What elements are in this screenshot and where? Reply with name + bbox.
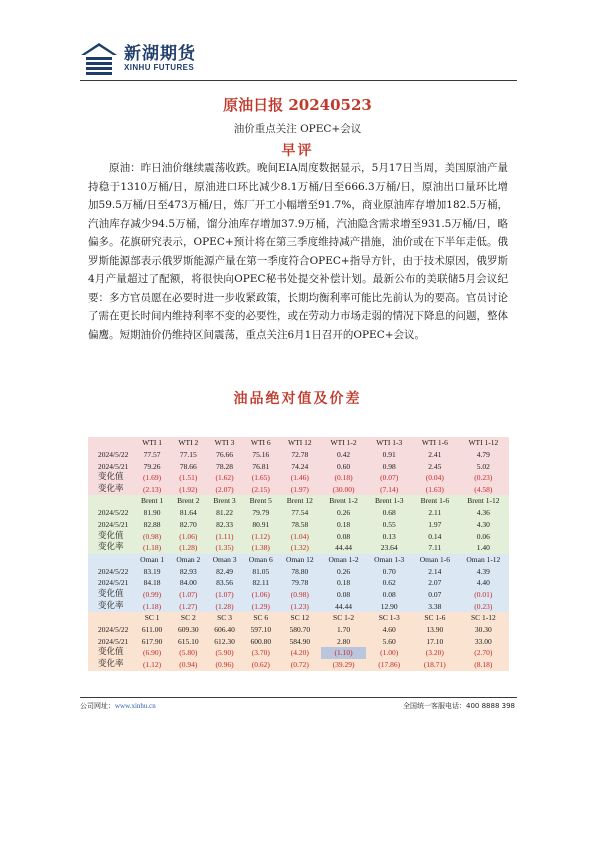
table-cell: (1.32) bbox=[279, 542, 321, 554]
table-cell: 2.14 bbox=[412, 566, 458, 578]
commentary-paragraph: 原油：昨日油价继续震荡收跌。晚间EIA周度数据显示，5月17日当周，美国原油产量持稳于1310万桶/日，原油进口环比减少8.1万桶/日至666.3万桶/日，原油出口量环比增加59.5万桶/日至473万桶/日，炼厂开工小幅增至91.7%，商业原油库存增加182.5万桶，汽油库存减少94.5万桶，馏分油库存增加37.9万桶，汽油隐含需求增至931.5万桶/日，略偏多。花旗研究表示，OPEC+预计将在第三季度维持减产措施，油价或在下半年走低。俄罗斯能源部表示俄罗斯能源产量在第一季度符合OPEC+指导方针，由于技术原因，俄罗斯4月产量超过了配额，将很快向OPEC秘书处提交补偿计划。最新公布的美联储5月会议纪要：多方官员愿在必要时进一步收紧政策，长期均衡利率可能比先前认为的要高。官员讨论了需在更长时间内维持利率不变的必要性，或在劳动力市场走弱的情况下降息的问题，整体偏鹰。短期油价仍维持区间震荡，重点关注6月1日召开的OPEC+会议。 bbox=[88, 162, 508, 341]
table-cell: 81.90 bbox=[134, 507, 170, 519]
table-cell: 0.14 bbox=[412, 531, 458, 543]
table-cell: 82.88 bbox=[134, 519, 170, 531]
row-label: 2024/5/22 bbox=[88, 507, 134, 519]
table-cell: (1.35) bbox=[206, 542, 242, 554]
table-cell: 82.49 bbox=[206, 566, 242, 578]
row-label: 变化率 bbox=[88, 601, 134, 613]
table-cell: 81.05 bbox=[243, 566, 279, 578]
column-header: SC 12 bbox=[279, 612, 321, 624]
company-logo bbox=[80, 42, 196, 76]
table-cell: 0.13 bbox=[366, 531, 412, 543]
column-header: SC 6 bbox=[243, 612, 279, 624]
table-row bbox=[88, 589, 509, 601]
row-label: 2024/5/21 bbox=[88, 461, 134, 473]
table-cell: (5.80) bbox=[170, 647, 206, 659]
table-row bbox=[88, 636, 509, 648]
table-cell: (1.63) bbox=[412, 484, 458, 496]
table-cell: 4.36 bbox=[458, 507, 509, 519]
table-cell: (2.07) bbox=[206, 484, 242, 496]
row-label: 变化值 bbox=[88, 647, 134, 659]
column-header: SC 2 bbox=[170, 612, 206, 624]
table-cell: (30.00) bbox=[321, 484, 367, 496]
table-cell: (1.11) bbox=[206, 531, 242, 543]
table-row bbox=[88, 507, 509, 519]
column-header: Brent 5 bbox=[243, 495, 279, 507]
table-cell: 584.90 bbox=[279, 636, 321, 648]
table-cell: (39.29) bbox=[321, 659, 367, 671]
table-cell: (0.72) bbox=[279, 659, 321, 671]
table-cell: (0.04) bbox=[412, 472, 458, 484]
table-cell: 0.18 bbox=[321, 519, 367, 531]
table-cell: 77.54 bbox=[279, 507, 321, 519]
brand-name-cn: 新湖期货 bbox=[124, 44, 196, 64]
row-label: 2024/5/21 bbox=[88, 519, 134, 531]
column-header: SC 1-6 bbox=[412, 612, 458, 624]
table-cell: 0.06 bbox=[458, 531, 509, 543]
table-cell: (1.65) bbox=[243, 472, 279, 484]
table-cell: (1.28) bbox=[170, 542, 206, 554]
table-cell: 0.91 bbox=[366, 449, 412, 461]
column-header: WTI 1-3 bbox=[366, 437, 412, 449]
table-cell: (4.20) bbox=[279, 647, 321, 659]
table-cell: 23.64 bbox=[366, 542, 412, 554]
table-cell: (0.62) bbox=[243, 659, 279, 671]
table-header-row bbox=[88, 495, 509, 507]
table-cell: 77.15 bbox=[170, 449, 206, 461]
table-cell: (0.98) bbox=[279, 589, 321, 601]
table-cell: 44.44 bbox=[321, 542, 367, 554]
row-label: 2024/5/21 bbox=[88, 577, 134, 589]
table-cell: (1.23) bbox=[279, 601, 321, 613]
table-row bbox=[88, 647, 509, 659]
row-label: 2024/5/22 bbox=[88, 566, 134, 578]
table-cell: (1.10) bbox=[321, 647, 367, 659]
table-cell: 78.80 bbox=[279, 566, 321, 578]
table-cell: 78.66 bbox=[170, 461, 206, 473]
table-cell: (1.06) bbox=[170, 531, 206, 543]
row-label: 2024/5/22 bbox=[88, 624, 134, 636]
table-cell: 13.90 bbox=[412, 624, 458, 636]
column-header: Brent 1-12 bbox=[458, 495, 509, 507]
table-cell: 33.00 bbox=[458, 636, 509, 648]
row-label: 变化率 bbox=[88, 542, 134, 554]
table-cell: (4.58) bbox=[458, 484, 509, 496]
table-cell: 1.70 bbox=[321, 624, 367, 636]
column-header: Brent 2 bbox=[170, 495, 206, 507]
table-cell: 84.00 bbox=[170, 577, 206, 589]
table-cell: 30.30 bbox=[458, 624, 509, 636]
website-link[interactable]: www.xinhu.cn bbox=[115, 702, 156, 710]
column-header: SC 1-3 bbox=[366, 612, 412, 624]
table-cell: (1.69) bbox=[134, 472, 170, 484]
table-cell: (1.62) bbox=[206, 472, 242, 484]
table-cell: (17.86) bbox=[366, 659, 412, 671]
column-header: WTI 1-2 bbox=[321, 437, 367, 449]
prices-heading: 油品绝对值及价差 bbox=[233, 391, 362, 407]
column-header: Oman 2 bbox=[170, 554, 206, 566]
table-cell: 79.26 bbox=[134, 461, 170, 473]
table-cell: 612.30 bbox=[206, 636, 242, 648]
table-cell: 0.08 bbox=[321, 589, 367, 601]
column-header: Brent 3 bbox=[206, 495, 242, 507]
table-cell: (0.07) bbox=[366, 472, 412, 484]
table-cell: 0.98 bbox=[366, 461, 412, 473]
table-cell: (1.29) bbox=[243, 601, 279, 613]
table-cell: 2.80 bbox=[321, 636, 367, 648]
table-cell: (1.18) bbox=[134, 601, 170, 613]
table-cell: 5.60 bbox=[366, 636, 412, 648]
table-cell: 83.19 bbox=[134, 566, 170, 578]
oil-price-table-body bbox=[88, 437, 509, 671]
table-cell: 606.40 bbox=[206, 624, 242, 636]
table-cell: (1.51) bbox=[170, 472, 206, 484]
column-header: WTI 12 bbox=[279, 437, 321, 449]
table-cell: 72.78 bbox=[279, 449, 321, 461]
table-cell: 0.68 bbox=[366, 507, 412, 519]
table-cell: 4.60 bbox=[366, 624, 412, 636]
table-cell: 0.18 bbox=[321, 577, 367, 589]
table-cell: 4.39 bbox=[458, 566, 509, 578]
column-header: Oman 1-6 bbox=[412, 554, 458, 566]
table-cell: 84.18 bbox=[134, 577, 170, 589]
table-cell: (2.70) bbox=[458, 647, 509, 659]
column-header: SC 1 bbox=[134, 612, 170, 624]
oil-price-table-container bbox=[88, 437, 509, 671]
table-cell: 617.90 bbox=[134, 636, 170, 648]
table-cell: 75.16 bbox=[243, 449, 279, 461]
table-row bbox=[88, 566, 509, 578]
table-cell: (1.18) bbox=[134, 542, 170, 554]
column-header: Oman 1-2 bbox=[321, 554, 367, 566]
table-cell: 0.26 bbox=[321, 507, 367, 519]
header-blank-cell bbox=[88, 437, 134, 449]
table-cell: 79.79 bbox=[243, 507, 279, 519]
table-cell: 4.40 bbox=[458, 577, 509, 589]
table-cell: 3.38 bbox=[412, 601, 458, 613]
column-header: Oman 12 bbox=[279, 554, 321, 566]
column-header: Brent 1-2 bbox=[321, 495, 367, 507]
table-cell: (0.98) bbox=[134, 531, 170, 543]
table-cell: (0.01) bbox=[458, 589, 509, 601]
column-header: WTI 6 bbox=[243, 437, 279, 449]
table-cell: (1.07) bbox=[170, 589, 206, 601]
column-header: Brent 12 bbox=[279, 495, 321, 507]
table-cell: 611.00 bbox=[134, 624, 170, 636]
table-cell: 76.81 bbox=[243, 461, 279, 473]
table-cell: 4.79 bbox=[458, 449, 509, 461]
table-row bbox=[88, 484, 509, 496]
column-header: Oman 1-3 bbox=[366, 554, 412, 566]
table-cell: 76.66 bbox=[206, 449, 242, 461]
table-cell: (7.14) bbox=[366, 484, 412, 496]
table-cell: (3.70) bbox=[243, 647, 279, 659]
column-header: Oman 1 bbox=[134, 554, 170, 566]
table-cell: (1.00) bbox=[366, 647, 412, 659]
table-cell: 2.41 bbox=[412, 449, 458, 461]
table-row bbox=[88, 519, 509, 531]
table-cell: (1.92) bbox=[170, 484, 206, 496]
table-cell: 0.55 bbox=[366, 519, 412, 531]
table-cell: 2.07 bbox=[412, 577, 458, 589]
commentary-heading: 早评 bbox=[281, 143, 314, 159]
column-header: SC 1-2 bbox=[321, 612, 367, 624]
table-cell: 0.07 bbox=[412, 589, 458, 601]
table-row bbox=[88, 531, 509, 543]
table-cell: (0.96) bbox=[206, 659, 242, 671]
header-blank-cell bbox=[88, 495, 134, 507]
table-row bbox=[88, 624, 509, 636]
table-header-row bbox=[88, 554, 509, 566]
table-cell: (1.38) bbox=[243, 542, 279, 554]
column-header: Oman 3 bbox=[206, 554, 242, 566]
xinhu-logo-icon bbox=[80, 42, 118, 76]
table-cell: 5.02 bbox=[458, 461, 509, 473]
website-label: 公司网址： bbox=[80, 702, 115, 710]
brand-name-en: XINHU FUTURES bbox=[124, 63, 195, 72]
footer-hotline: 全国统一客服电话：400 8888 398 bbox=[403, 702, 515, 710]
table-row bbox=[88, 577, 509, 589]
table-cell: (1.07) bbox=[206, 589, 242, 601]
column-header: WTI 1-12 bbox=[458, 437, 509, 449]
column-header: SC 1-12 bbox=[458, 612, 509, 624]
table-cell: 0.60 bbox=[321, 461, 367, 473]
column-header: SC 3 bbox=[206, 612, 242, 624]
table-cell: 12.90 bbox=[366, 601, 412, 613]
row-label: 2024/5/22 bbox=[88, 449, 134, 461]
table-cell: (0.94) bbox=[170, 659, 206, 671]
column-header: Brent 1-6 bbox=[412, 495, 458, 507]
table-row bbox=[88, 449, 509, 461]
table-cell: (5.90) bbox=[206, 647, 242, 659]
column-header: WTI 2 bbox=[170, 437, 206, 449]
table-cell: 82.70 bbox=[170, 519, 206, 531]
table-cell: 4.30 bbox=[458, 519, 509, 531]
table-cell: (1.46) bbox=[279, 472, 321, 484]
table-row bbox=[88, 659, 509, 671]
report-title: 原油日报 20240523 bbox=[223, 96, 372, 114]
table-cell: (0.23) bbox=[458, 601, 509, 613]
table-cell: 81.64 bbox=[170, 507, 206, 519]
row-label: 变化值 bbox=[88, 589, 134, 601]
table-cell: 79.78 bbox=[279, 577, 321, 589]
footer-divider bbox=[80, 697, 517, 698]
row-label: 变化率 bbox=[88, 484, 134, 496]
table-cell: (0.99) bbox=[134, 589, 170, 601]
table-cell: (0.23) bbox=[458, 472, 509, 484]
table-cell: 7.11 bbox=[412, 542, 458, 554]
row-label: 变化值 bbox=[88, 472, 134, 484]
table-cell: (1.06) bbox=[243, 589, 279, 601]
report-subtitle: 油价重点关注 OPEC+会议 bbox=[233, 123, 362, 135]
table-cell: 597.10 bbox=[243, 624, 279, 636]
table-header-row bbox=[88, 612, 509, 624]
table-cell: 83.56 bbox=[206, 577, 242, 589]
table-cell: 81.22 bbox=[206, 507, 242, 519]
row-label: 变化率 bbox=[88, 659, 134, 671]
table-cell: 44.44 bbox=[321, 601, 367, 613]
header-divider bbox=[80, 80, 517, 81]
table-cell: 78.28 bbox=[206, 461, 242, 473]
column-header: WTI 1-6 bbox=[412, 437, 458, 449]
table-cell: 82.93 bbox=[170, 566, 206, 578]
table-cell: 0.62 bbox=[366, 577, 412, 589]
logo-text bbox=[124, 45, 196, 73]
column-header: Oman 6 bbox=[243, 554, 279, 566]
table-cell: 0.70 bbox=[366, 566, 412, 578]
row-label: 2024/5/21 bbox=[88, 636, 134, 648]
table-row bbox=[88, 601, 509, 613]
table-cell: 0.08 bbox=[366, 589, 412, 601]
table-cell: 600.80 bbox=[243, 636, 279, 648]
table-cell: (1.04) bbox=[279, 531, 321, 543]
table-cell: 580.70 bbox=[279, 624, 321, 636]
table-cell: 0.42 bbox=[321, 449, 367, 461]
oil-price-table bbox=[88, 437, 509, 671]
table-cell: (18.71) bbox=[412, 659, 458, 671]
table-cell: (1.28) bbox=[206, 601, 242, 613]
table-cell: (2.15) bbox=[243, 484, 279, 496]
table-cell: (3.20) bbox=[412, 647, 458, 659]
table-cell: 615.10 bbox=[170, 636, 206, 648]
table-cell: 82.33 bbox=[206, 519, 242, 531]
table-cell: (2.13) bbox=[134, 484, 170, 496]
table-cell: (1.97) bbox=[279, 484, 321, 496]
column-header: Brent 1 bbox=[134, 495, 170, 507]
table-cell: (8.18) bbox=[458, 659, 509, 671]
table-cell: 78.58 bbox=[279, 519, 321, 531]
table-row bbox=[88, 472, 509, 484]
footer-website bbox=[80, 701, 156, 711]
table-cell: 77.57 bbox=[134, 449, 170, 461]
table-cell: 17.10 bbox=[412, 636, 458, 648]
row-label: 变化值 bbox=[88, 531, 134, 543]
table-cell: 1.40 bbox=[458, 542, 509, 554]
column-header: Brent 1-3 bbox=[366, 495, 412, 507]
column-header: WTI 3 bbox=[206, 437, 242, 449]
table-cell: (1.12) bbox=[243, 531, 279, 543]
column-header: WTI 1 bbox=[134, 437, 170, 449]
table-cell: (1.27) bbox=[170, 601, 206, 613]
header-blank-cell bbox=[88, 554, 134, 566]
table-cell: 82.11 bbox=[243, 577, 279, 589]
column-header: Oman 1-12 bbox=[458, 554, 509, 566]
table-cell: (0.18) bbox=[321, 472, 367, 484]
table-cell: 80.91 bbox=[243, 519, 279, 531]
table-cell: (6.90) bbox=[134, 647, 170, 659]
table-cell: 609.30 bbox=[170, 624, 206, 636]
table-cell: 2.45 bbox=[412, 461, 458, 473]
table-cell: 1.97 bbox=[412, 519, 458, 531]
table-cell: 2.11 bbox=[412, 507, 458, 519]
header-blank-cell bbox=[88, 612, 134, 624]
table-cell: 74.24 bbox=[279, 461, 321, 473]
table-cell: (1.12) bbox=[134, 659, 170, 671]
table-header-row bbox=[88, 437, 509, 449]
table-cell: 0.08 bbox=[321, 531, 367, 543]
table-cell: 0.26 bbox=[321, 566, 367, 578]
table-row bbox=[88, 461, 509, 473]
table-row bbox=[88, 542, 509, 554]
